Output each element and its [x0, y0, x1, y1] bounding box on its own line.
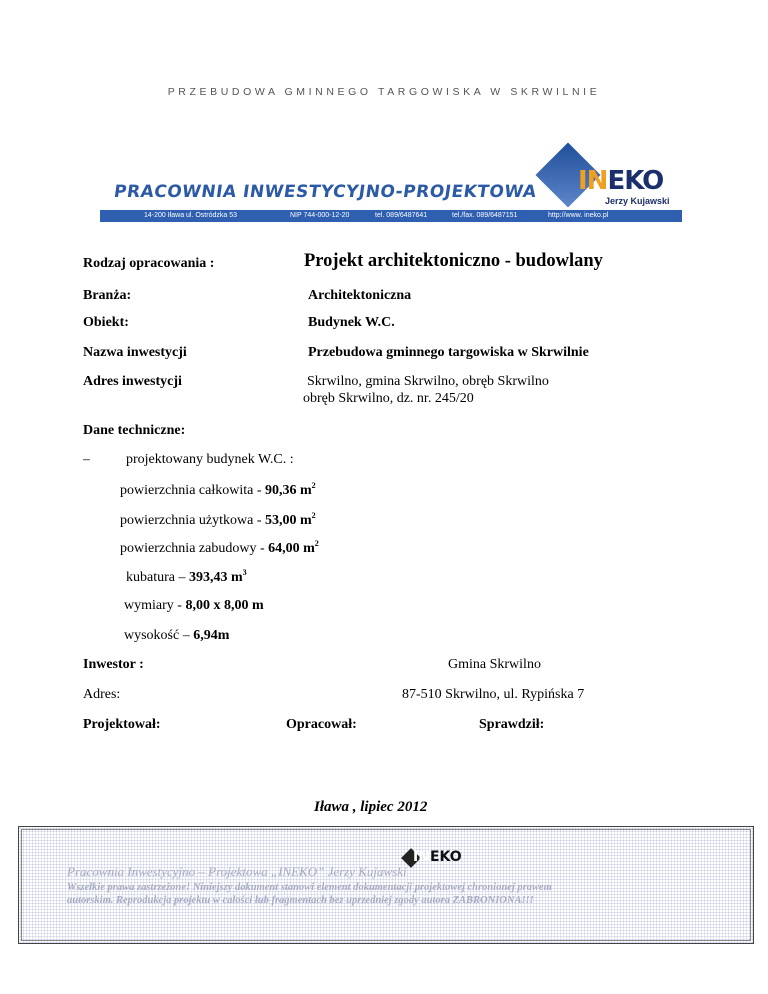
obiekt-label: Obiekt: — [83, 315, 129, 330]
pow-calkowita-value: 90,36 m — [265, 483, 312, 498]
logo-subtitle: Jerzy Kujawski — [605, 196, 670, 206]
kubatura-label: kubatura – — [126, 570, 189, 585]
inwestor-label: Inwestor : — [83, 657, 144, 672]
square-exponent: 2 — [311, 511, 316, 520]
ineko-logo-text — [578, 166, 663, 196]
banner-tel: tel. 089/6487641 — [375, 212, 428, 219]
wysokosc — [124, 628, 229, 644]
pow-calkowita-label: powierzchnia całkowita - — [120, 483, 265, 498]
footer-company-line: Pracownia Inwestycyjno – Projektowa „INEKO” Jerzy Kujawski — [67, 864, 407, 879]
pow-calkowita — [120, 483, 316, 499]
company-banner — [100, 148, 682, 222]
banner-contact-bar — [100, 210, 682, 222]
document-header-title: PRZEBUDOWA GMINNEGO TARGOWISKA W SKRWILNIE — [167, 86, 601, 98]
branza-value: Architektoniczna — [308, 288, 412, 303]
company-name: PRACOWNIA INWESTYCYJNO-PROJEKTOWA — [112, 182, 538, 202]
inwestor-adres-value: 87-510 Skrwilno, ul. Rypińska 7 — [402, 687, 585, 702]
place-date: Iława , lipiec 2012 — [314, 799, 428, 815]
inwestor-value: Gmina Skrwilno — [448, 657, 541, 672]
pow-zabudowy-value: 64,00 m — [268, 541, 315, 556]
building-name: projektowany budynek W.C. : — [126, 452, 294, 467]
adres-inwestycji-label: Adres inwestycji — [83, 374, 182, 389]
wymiary — [124, 598, 264, 614]
banner-address: 14-200 Iława ul. Ostródzka 53 — [144, 212, 237, 219]
projektowal-label: Projektował: — [83, 717, 161, 732]
rodzaj-value: Projekt architektoniczno - budowlany — [304, 251, 603, 271]
rodzaj-label: Rodzaj opracowania : — [83, 256, 215, 271]
logo-in: IN — [578, 166, 608, 196]
wysokosc-label: wysokość – — [124, 628, 194, 643]
pow-uzytkowa — [120, 513, 316, 529]
nazwa-label: Nazwa inwestycji — [83, 345, 187, 360]
pow-zabudowy — [120, 541, 319, 557]
kubatura-value: 393,43 m — [188, 570, 243, 585]
technical-heading: Dane techniczne: — [83, 423, 186, 438]
opracowal-label: Opracował: — [286, 717, 357, 732]
footer-logo-eko: EKO — [429, 849, 462, 865]
pow-uzytkowa-label: powierzchnia użytkowa - — [120, 513, 265, 528]
cube-exponent: 3 — [242, 568, 247, 577]
square-exponent: 2 — [311, 481, 316, 490]
adres-inwestycji-value-2: obręb Skrwilno, dz. nr. 245/20 — [303, 391, 474, 406]
logo-eko: EKO — [607, 166, 664, 196]
copyright-footer — [18, 826, 754, 944]
adres-inwestycji-value-1: Skrwilno, gmina Skrwilno, obręb Skrwilno — [307, 374, 549, 389]
banner-www: http://www. ineko.pl — [548, 212, 609, 219]
nazwa-value: Przebudowa gminnego targowiska w Skrwilnie — [308, 345, 589, 360]
inwestor-adres-label: Adres: — [83, 687, 121, 702]
square-exponent: 2 — [314, 539, 319, 548]
sprawdzil-label: Sprawdził: — [479, 717, 545, 732]
banner-nip: NIP 744-000-12-20 — [290, 212, 350, 219]
footer-logo-in: IN — [413, 849, 430, 865]
footer-copyright-notice: Wszelkie prawa zastrzeżone! Niniejszy dokument stanowi element dokumentacji projektowej chronionej prawem autorskim. Reprodukcja projektu w całości lub fragmentach bez uprzedniej zgody autora ZABRONIONA!!! — [67, 882, 552, 906]
wymiary-value: 8,00 x 8,00 m — [185, 598, 264, 613]
pow-zabudowy-label: powierzchnia zabudowy - — [120, 541, 269, 556]
kubatura — [126, 570, 247, 586]
dash-bullet: – — [83, 452, 90, 467]
branza-label: Branża: — [83, 288, 132, 303]
banner-fax: tel./fax. 089/6487151 — [452, 212, 518, 219]
pow-uzytkowa-value: 53,00 m — [265, 513, 312, 528]
wymiary-label: wymiary - — [124, 598, 186, 613]
footer-logo-text — [413, 849, 462, 865]
wysokosc-value: 6,94m — [193, 628, 230, 643]
obiekt-value: Budynek W.C. — [308, 315, 395, 330]
